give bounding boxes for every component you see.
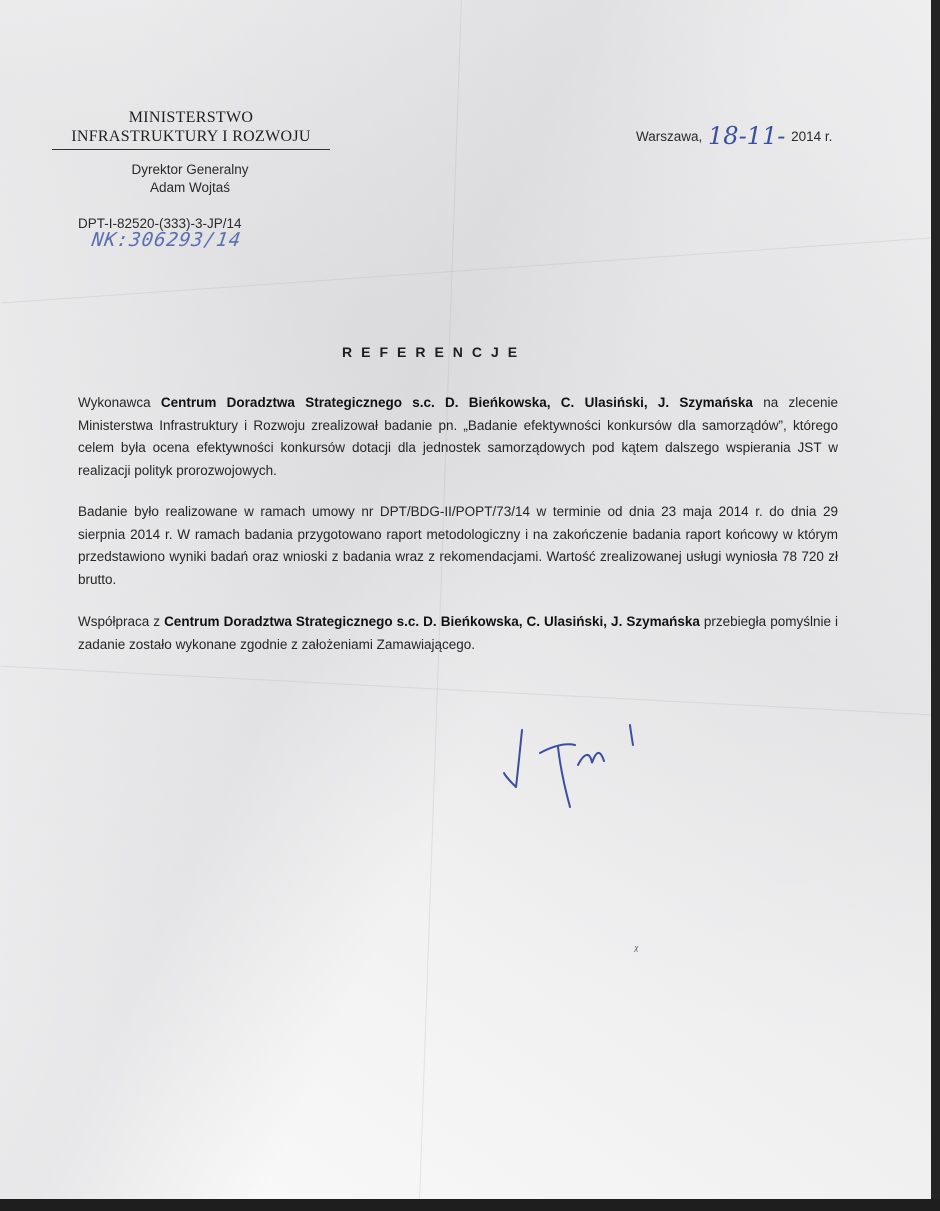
paragraph-1 [78,392,838,482]
ministry-name-line1: MINISTERSTWO [128,109,254,126]
paper-crease [419,0,462,1198]
scan-edge-bottom [0,1199,940,1211]
p1-rest: na zlecenie Ministerstwa Infrastruktury i Rozwoju zrealizował badanie pn. „Badanie efektywności konkursów dla samorządów”, którego celem była ocena efektywności konkursów dotacji dla jednostek samorządowych pod kątem dalszego wspierania JST w realizacji polityk prorozwojowych. [78,395,839,478]
date-place: Warszawa, [636,129,703,144]
date-line [636,122,832,150]
reference-number: DPT-I-82520-(333)-3-JP/14 [78,216,242,231]
header-divider [52,149,330,150]
director-block [100,161,280,197]
p3-company: Centrum Doradztwa Strategicznego s.c. D. Bieńkowska, C. Ulasiński, J. Szymańska [164,614,700,629]
date-handwritten: 18-11- [708,122,786,150]
ministry-header [52,108,330,150]
director-title: Dyrektor Generalny [131,162,249,177]
pen-mark: ᵡ [634,944,639,956]
scan-edge-right [931,0,940,1211]
p1-intro: Wykonawca [78,395,161,410]
paragraph-3 [78,611,838,656]
document-title: REFERENCJE [342,344,527,360]
nk-stamp: NK:306293/14 [90,229,243,251]
ministry-name-line2: INFRASTRUKTURY I ROZWOJU [71,128,311,145]
handwritten-signature [500,715,650,815]
p3-intro: Współpraca z [78,614,165,629]
paragraph-2: Badanie było realizowane w ramach umowy nr DPT/BDG-II/POPT/73/14 w terminie od dnia 23 maja 2014 r. do dnia 29 sierpnia 2014 r. W ramach badania przygotowano raport metodologiczny i na zakończenie badania raport końcowy w którym przedstawiono wyniki badań oraz wnioski z badania wraz z rekomendacjami. Wartość zrealizowanej usługi wyniosła 78 720 zł brutto. [78,504,838,587]
date-year: 2014 r. [791,129,833,144]
paper-crease [1,666,931,716]
p3-rest: przebiegła pomyślnie i zadanie zostało wykonane zgodnie z założeniami Zamawiającego. [78,614,838,652]
p1-company: Centrum Doradztwa Strategicznego s.c. D. Bieńkowska, C. Ulasiński, J. Szymańska [160,395,753,410]
director-name: Adam Wojtaś [149,180,231,195]
